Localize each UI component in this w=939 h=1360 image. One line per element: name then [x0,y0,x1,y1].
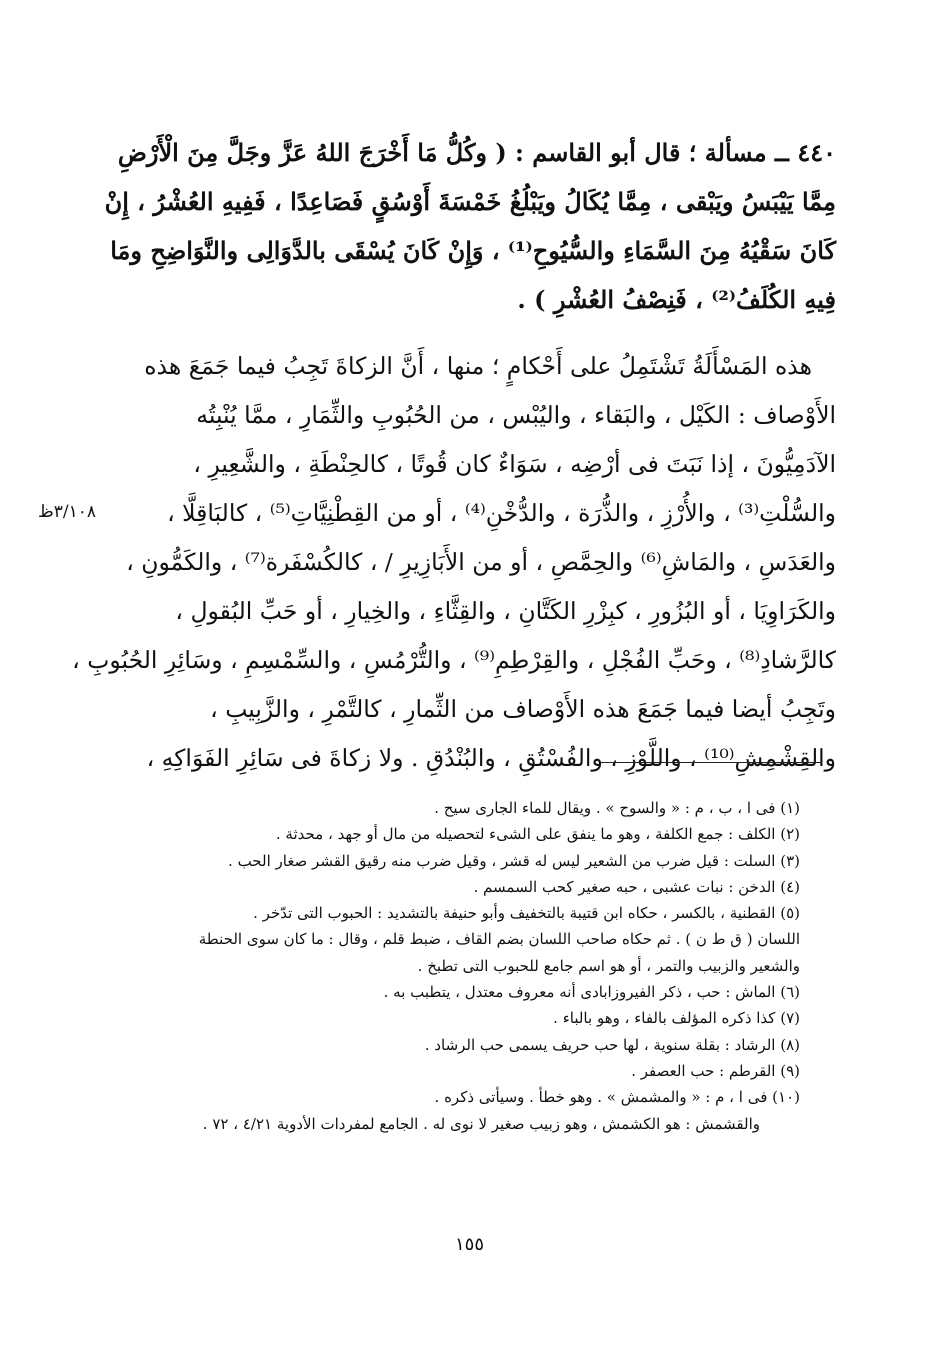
main-line: كَانَ سَقْيُهُ مِنَ السَّمَاءِ والسُّيُوحِ⁽¹⁾ ، وَإِنْ كَانَ يُسْقَى بالدَّوَالِى والنَّوَاضِحِ ومَا [110,236,836,265]
footnote: (٣) السلت : قيل ضرب من الشعير ليس له قشر ، وقيل ضرب منه رقيق القشر صغار الحب . [228,851,800,870]
paragraph-gap [118,324,836,342]
footnote: (٤) الدخن : نبات عشبى ، حبه صغير كحب السمسم . [473,877,800,896]
footnote: (٢) الكلف : جمع الكلفة ، وهو ما ينفق على الشىء لتحصيله من مال أو جهد ، محدثة . [275,825,800,844]
footnote-separator [600,762,822,763]
page-number: ١٥٥ [454,1234,484,1255]
main-line: كالرَّشادِ⁽⁸⁾ ، وحَبِّ الفُجْلِ ، والقِرْطِمِ⁽⁹⁾ ، والتُّرْمُسِ ، والسِّمْسِمِ ، وسَائِرِ الحُبُوبِ ، [72,646,836,674]
footnote-continuation: والشعير والزبيب والتمر ، أو هو اسم جامع للحبوب التى تطبخ . [417,956,800,975]
main-line: فِيهِ الكُلَفُ⁽²⁾ ، فَنِصْفُ العُشْرِ ) . [517,285,836,314]
main-line: الآدَمِيُّونَ ، إذا نَبَتَ فى أرْضِه ، سَوَاءٌ كان قُوتًا ، كالحِنْطَةِ ، والشَّعِيرِ ، [193,450,836,478]
main-line: هذه المَسْأَلَةُ تَشْتَمِلُ على أَحْكامٍ ؛ منها ، أَنَّ الزكاةَ تَجِبُ فيما جَمَعَ هذه [144,352,812,380]
main-line: مِمَّا يَيْبَسُ ويَبْقى ، مِمَّا يُكَالُ ويَبْلُغُ خَمْسَةَ أَوْسُقٍ فَصَاعِدًا ، فَفِيهِ العُشْرُ ، إِنْ [104,187,836,216]
footnote: (٧) كذا ذكره المؤلف بالفاء ، وهو بالباء . [553,1009,800,1028]
footnote-continuation: اللسان ( ق ط ن ) . ثم حكاه صاحب اللسان بضم القاف ، ضبط قلم ، وقال : ما كان سوى الحنطة [198,930,800,949]
main-line: والسُّلْتِ⁽³⁾ ، والأُرْزِ ، والذُّرَة ، والدُّخْنِ⁽⁴⁾ ، أو من القِطْنِيَّاتِ⁽⁵⁾ ، كالبَاقِلَّا ، [167,499,836,527]
footnote-continuation: والقشمش : هو الكشمش ، وهو زبيب صغير لا نوى له . الجامع لمفردات الأدوية ٤/٢١ ، ٧٢ . [202,1114,760,1133]
footnote: (٦) الماش : حب ، ذكر الفيروزابادى أنه معروف معتدل ، يتطبب به . [383,983,800,1002]
main-text [72,128,836,783]
footnotes [150,795,800,1137]
footnote: (٨) الرشاد : بقلة سنوية ، لها حب حريف يسمى حب الرشاد . [424,1035,800,1054]
footnote: (٩) القرطم : حب العصفر . [631,1061,800,1080]
main-line: الأَوْصاف : الكَيْل ، والبَقاء ، واليُبْس ، من الحُبُوبِ والثِّمَارِ ، ممَّا يُنْبِتُه [196,401,836,429]
main-line: والقِشْمِشِ⁽¹⁰⁾ ، واللَّوْزِ ، والفُسْتُقِ ، والبُنْدُقِ . ولا زكاةَ فى سَائِرِ الفَوَاكِهِ ، [146,744,836,772]
main-line: والعَدَسِ ، والمَاشِ⁽⁶⁾ والحِمَّصِ ، أو من الأَبَازِيرِ / ، كالكُسْفَرة⁽⁷⁾ ، والكَمُّونِ ، [126,548,836,576]
footnote: (٥) القطنية ، بالكسر ، حكاه ابن قتيبة بالتخفيف وأبو حنيفة بالتشديد : الحبوب التى تدّخر . [253,904,800,923]
footnote: (١٠) فى ا ، م : « والمشمش » . وهو خطأ . وسيأتى ذكره . [434,1088,800,1107]
main-line: وتَجِبُ أيضا فيما جَمَعَ هذه الأَوْصاف من الثِّمارِ ، كالتَّمْرِ ، والزَّبِيبِ ، [210,695,836,723]
main-line: ٤٤٠ ــ مسألة ؛ قال أبو القاسم : ( وكُلُّ مَا أَخْرَجَ اللهُ عَزَّ وجَلَّ مِنَ الْأَرْضِ [117,138,836,167]
footnote: (١) فى ا ، ب ، م : « والسوح » . ويقال للماء الجارى سيح . [434,799,800,817]
main-line: والكَرَاوِيَا ، أو البُزُورِ ، كبِزْرِ الكَتَّانِ ، والقِثَّاءِ ، والخِيارِ ، أو حَبِّ البُقولِ ، [175,597,836,625]
margin-folio-note: ٣/١٠٨ظ [38,502,96,522]
